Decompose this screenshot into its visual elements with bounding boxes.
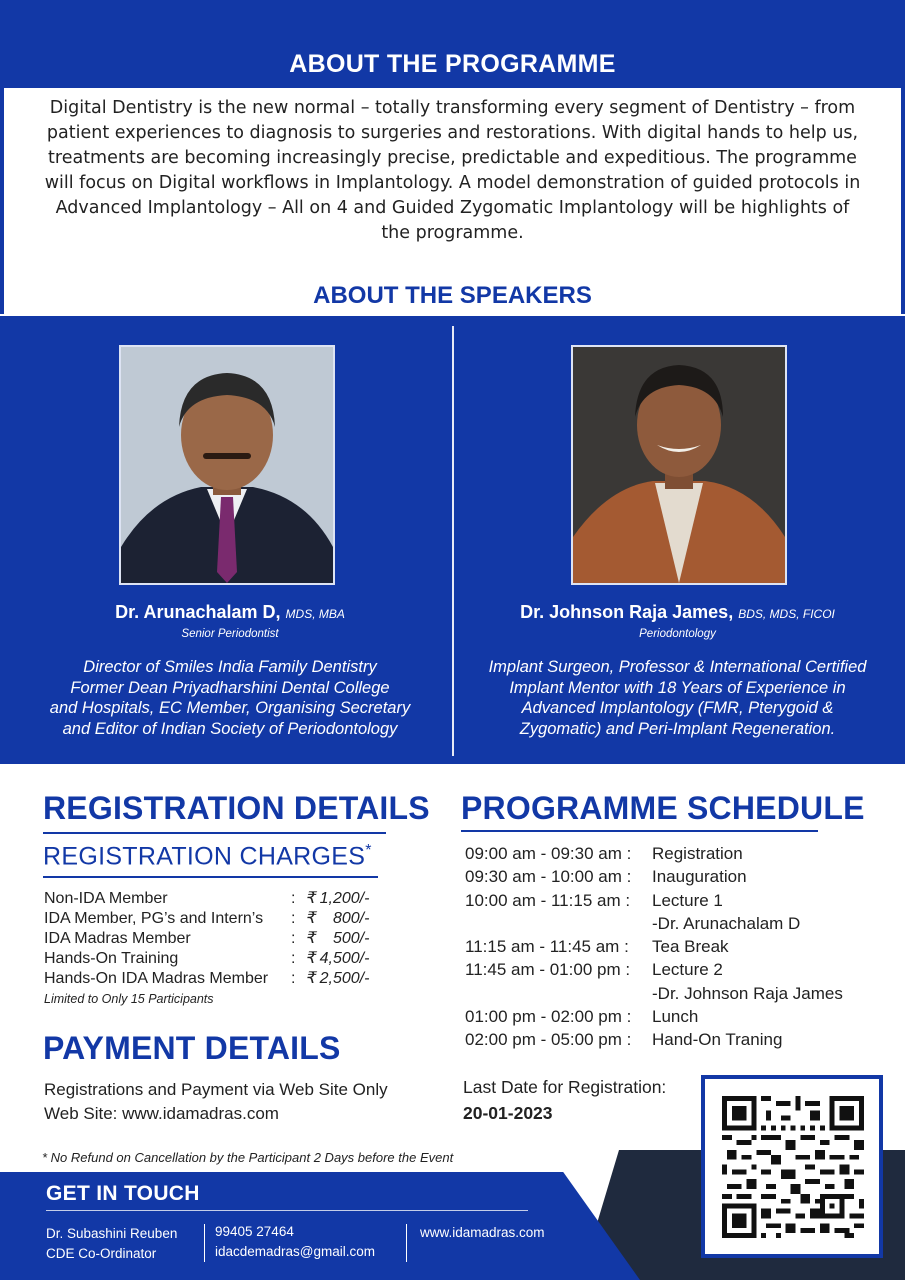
schedule-event: Tea Break xyxy=(652,937,729,957)
speaker-2-desc-line: Zygomatic) and Peri-Implant Regeneration. xyxy=(519,719,836,738)
schedule-row xyxy=(465,1005,885,1028)
charge-value: ₹ 1,200/- xyxy=(305,890,370,907)
charge-label: Hands-On IDA Madras Member xyxy=(44,970,269,987)
schedule-list xyxy=(465,842,885,1052)
footer-divider xyxy=(204,1224,205,1262)
charge-label: IDA Madras Member xyxy=(44,930,191,947)
schedule-row xyxy=(465,912,885,935)
schedule-time: 11:15 am - 11:45 am : xyxy=(465,937,629,957)
about-text: Digital Dentistry is the new normal – totally transforming every segment of Dentistry – from patient experiences to diagnosis to surgeries and restorations. With digital hands to help us, treatments are becoming increasingly precise, predictable and expeditious. The programme will focus on Digital workflows in Implantology. A model demonstration of guided protocols in Advanced Implantology – All on 4 and Guided Zygomatic Implantology will be highlights of the programme. xyxy=(44,98,861,243)
qr-code[interactable] xyxy=(701,1075,883,1258)
speaker-2-desc-line: Implant Surgeon, Professor & International Certified xyxy=(488,658,867,676)
speaker-1-desc-line: and Hospitals, EC Member, Organising Secretary xyxy=(49,699,411,717)
charges-mark: * xyxy=(365,842,372,859)
schedule-event: Lecture 2 xyxy=(652,960,723,980)
schedule-row xyxy=(465,982,885,1005)
charge-colon: : xyxy=(291,970,296,987)
speaker-1-role: Senior Periodontist xyxy=(181,628,279,640)
schedule-event: Lunch xyxy=(652,1007,699,1027)
schedule-row xyxy=(465,842,885,865)
contact-website[interactable]: www.idamadras.com xyxy=(420,1225,545,1240)
schedule-event: -Dr. Johnson Raja James xyxy=(652,983,843,1003)
qr-code-icon xyxy=(722,1096,864,1238)
footer-divider xyxy=(406,1224,407,1262)
speaker-1-degrees: MDS, MBA xyxy=(285,607,345,621)
schedule-time: 09:30 am - 10:00 am : xyxy=(465,867,632,887)
schedule-time: 02:00 pm - 05:00 pm : xyxy=(465,1030,632,1050)
schedule-event: Hand-On Traning xyxy=(652,1030,783,1050)
speaker-2-photo xyxy=(571,345,787,585)
contact-name: Dr. Subashini Reuben xyxy=(46,1226,178,1241)
schedule-row xyxy=(465,958,885,981)
schedule-event: Inauguration xyxy=(652,867,747,887)
charge-row xyxy=(44,949,389,969)
speaker-2-portrait-icon xyxy=(573,347,785,583)
schedule-row xyxy=(465,865,885,888)
speaker-1-desc-line: and Editor of Indian Society of Periodontology xyxy=(62,719,398,738)
charge-label: Non-IDA Member xyxy=(44,890,168,907)
charges-title: REGISTRATION CHARGES* xyxy=(43,842,372,871)
charge-value: ₹ 4,500/- xyxy=(305,950,370,967)
schedule-rule xyxy=(461,830,818,832)
charge-value: ₹ 800/- xyxy=(305,910,370,927)
get-in-touch-rule xyxy=(46,1210,528,1211)
charge-row xyxy=(44,969,389,989)
charge-label: Hands-On Training xyxy=(44,950,179,967)
charges-table xyxy=(44,889,389,989)
charge-colon: : xyxy=(291,890,296,907)
payment-website: Web Site: www.idamadras.com xyxy=(44,1104,279,1123)
schedule-time: 11:45 am - 01:00 pm : xyxy=(465,960,631,980)
speaker-2-desc-line: Advanced Implantology (FMR, Pterygoid & xyxy=(521,699,834,717)
charges-rule xyxy=(43,876,378,878)
schedule-title: PROGRAMME SCHEDULE xyxy=(461,790,865,826)
speaker-2-degrees: BDS, MDS, FICOI xyxy=(738,607,835,621)
last-date-label: Last Date for Registration: xyxy=(463,1077,667,1097)
speakers-divider xyxy=(452,326,454,756)
contact-role: CDE Co-Ordinator xyxy=(46,1246,157,1261)
get-in-touch-title: GET IN TOUCH xyxy=(46,1182,200,1205)
schedule-time: 01:00 pm - 02:00 pm : xyxy=(465,1007,632,1027)
about-title: ABOUT THE PROGRAMME xyxy=(289,50,616,78)
payment-line-1: Registrations and Payment via Web Site Only xyxy=(44,1080,388,1099)
schedule-event: -Dr. Arunachalam D xyxy=(652,913,801,933)
schedule-time: 10:00 am - 11:15 am : xyxy=(465,890,631,910)
schedule-row xyxy=(465,889,885,912)
speaker-1-desc-line: Director of Smiles India Family Dentistry xyxy=(83,658,377,676)
schedule-time: 09:00 am - 09:30 am : xyxy=(465,844,632,863)
charge-label: IDA Member, PG’s and Intern’s xyxy=(44,910,264,927)
limited-note: Limited to Only 15 Participants xyxy=(44,992,214,1006)
charge-colon: : xyxy=(291,910,296,927)
charge-row xyxy=(44,909,389,929)
last-date-value: 20-01-2023 xyxy=(463,1103,553,1123)
speaker-1-name: Dr. Arunachalam D, MDS, MBA xyxy=(115,602,345,622)
charge-colon: : xyxy=(291,930,296,947)
speaker-2-role: Periodontology xyxy=(639,628,716,640)
schedule-row xyxy=(465,1028,885,1051)
contact-email[interactable]: idacdemadras@gmail.com xyxy=(215,1244,376,1259)
contact-phone[interactable]: 99405 27464 xyxy=(215,1224,294,1239)
charge-row xyxy=(44,889,389,909)
charge-colon: : xyxy=(291,950,296,967)
schedule-event: Registration xyxy=(652,844,743,863)
speakers-title: ABOUT THE SPEAKERS xyxy=(313,282,592,309)
speaker-2-description xyxy=(455,657,885,739)
speaker-1-description xyxy=(10,657,450,739)
speaker-1-photo xyxy=(119,345,335,585)
registration-title: REGISTRATION DETAILS xyxy=(43,790,430,826)
payment-title: PAYMENT DETAILS xyxy=(43,1030,341,1066)
speaker-2-name: Dr. Johnson Raja James, BDS, MDS, FICOI xyxy=(520,602,835,622)
charge-value: ₹ 500/- xyxy=(305,930,370,947)
registration-rule xyxy=(43,832,386,834)
schedule-row xyxy=(465,935,885,958)
speaker-1-portrait-icon xyxy=(121,347,333,583)
charge-value: ₹ 2,500/- xyxy=(305,970,370,987)
no-refund-note: * No Refund on Cancellation by the Participant 2 Days before the Event xyxy=(42,1150,454,1165)
speaker-2-desc-line: Implant Mentor with 18 Years of Experience in xyxy=(509,678,846,697)
charge-row xyxy=(44,929,389,949)
speaker-1-desc-line: Former Dean Priyadharshini Dental College xyxy=(70,678,390,697)
schedule-event: Lecture 1 xyxy=(652,890,723,910)
